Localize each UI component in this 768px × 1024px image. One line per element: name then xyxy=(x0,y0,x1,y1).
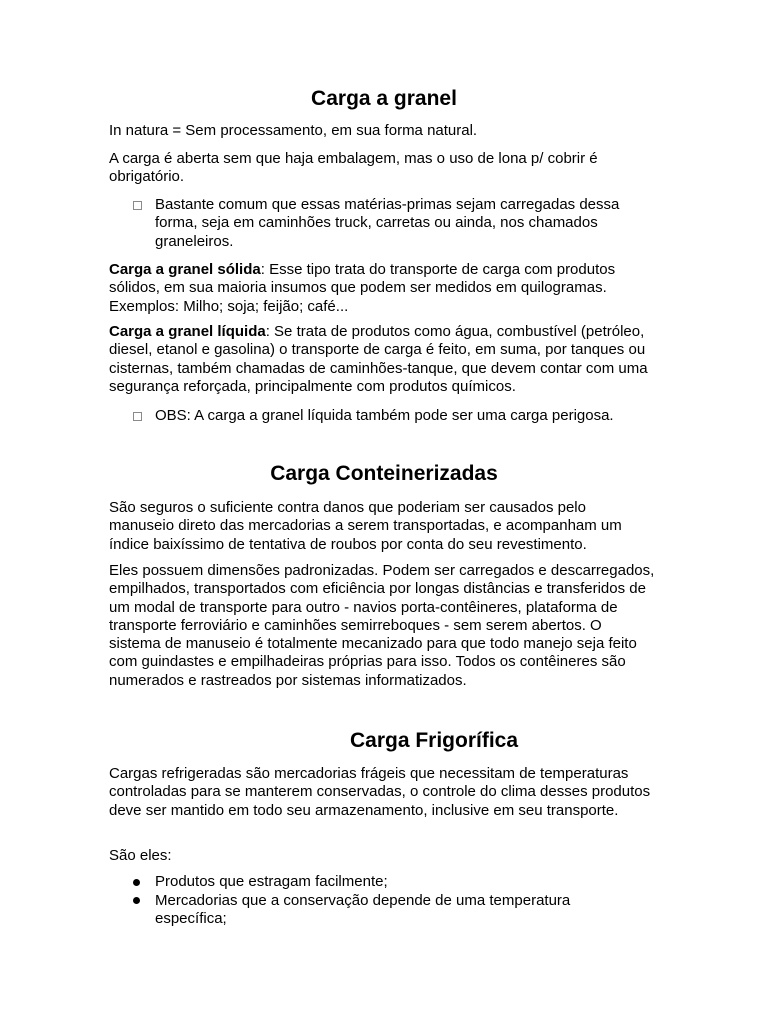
term-granel-solida: Carga a granel sólida xyxy=(109,261,261,278)
heading-carga-a-granel: Carga a granel xyxy=(311,87,457,110)
heading-carga-conteinerizadas: Carga Conteinerizadas xyxy=(270,462,498,485)
paragraph-in-natura: In natura = Sem processamento, em sua forma natural. xyxy=(109,122,478,139)
checkbox-bullet-icon xyxy=(133,201,142,210)
list-item: Mercadorias que a conservação depende de uma temperatura específica; xyxy=(155,892,571,928)
bullet-dot-icon xyxy=(133,897,140,904)
paragraph-sao-eles: São eles: xyxy=(109,847,172,864)
paragraph-granel-solida xyxy=(109,261,639,316)
list-item: Produtos que estragam facilmente; xyxy=(155,873,388,890)
paragraph-seguros: São seguros o suficiente contra danos que poderiam ser causados pelo manuseio direto das mercadorias a serem transportadas, e acompanham um índice baixíssimo de tentativa de roubos por conta do seu revestimento. xyxy=(109,499,622,553)
bullet-item-matérias-primas: Bastante comum que essas matérias-primas sejam carregadas dessa forma, seja em caminhões truck, carretas ou ainda, nos chamados graneleiros. xyxy=(155,196,620,250)
bullet-item-obs: OBS: A carga a granel líquida também pode ser uma carga perigosa. xyxy=(155,407,614,424)
paragraph-carga-aberta: A carga é aberta sem que haja embalagem, mas o uso de lona p/ cobrir é obrigatório. xyxy=(109,150,598,186)
heading-carga-frigorifica: Carga Frigorífica xyxy=(349,729,519,752)
text-granel-liquida: : Se trata de produtos como água, combustível (petróleo, diesel, etanol e gasolina) o transporte de carga é feito, em suma, por tanques ou cisternas, também chamadas de caminhões-tanque, que devem contar com uma segurança reforçada, principalmente com produtos químicos. xyxy=(109,323,648,395)
text-granel-solida: : Esse tipo trata do transporte de carga com produtos sólidos, em sua maioria insumos que podem ser medidos em quilogramas. Exemplos: Milho; soja; feijão; café... xyxy=(109,261,616,315)
term-granel-liquida: Carga a granel líquida xyxy=(109,323,266,340)
bullet-dot-icon xyxy=(133,879,140,886)
paragraph-granel-liquida xyxy=(109,323,657,396)
paragraph-cargas-refrigeradas: Cargas refrigeradas são mercadorias frágeis que necessitam de temperaturas controladas para se manterem conservadas, o controle do clima desses produtos deve ser mantido em todo seu armazenamento, inclusive em seu transporte. xyxy=(109,765,651,819)
checkbox-bullet-icon xyxy=(133,412,142,421)
paragraph-dimensoes: Eles possuem dimensões padronizadas. Podem ser carregados e descarregados, empilhados, transportados com eficiência por longas distâncias e transferidos de um modal de transporte para outro - navios porta-contêineres, plataforma de transporte ferroviário e caminhões semirreboques - sem serem abertos. O sistema de manuseio é totalmente mecanizado para que todo manejo seja feito com guindastes e empilhadeiras próprias para isso. Todos os contêineres são numerados e rastreados por sistemas informatizados. xyxy=(109,562,655,689)
